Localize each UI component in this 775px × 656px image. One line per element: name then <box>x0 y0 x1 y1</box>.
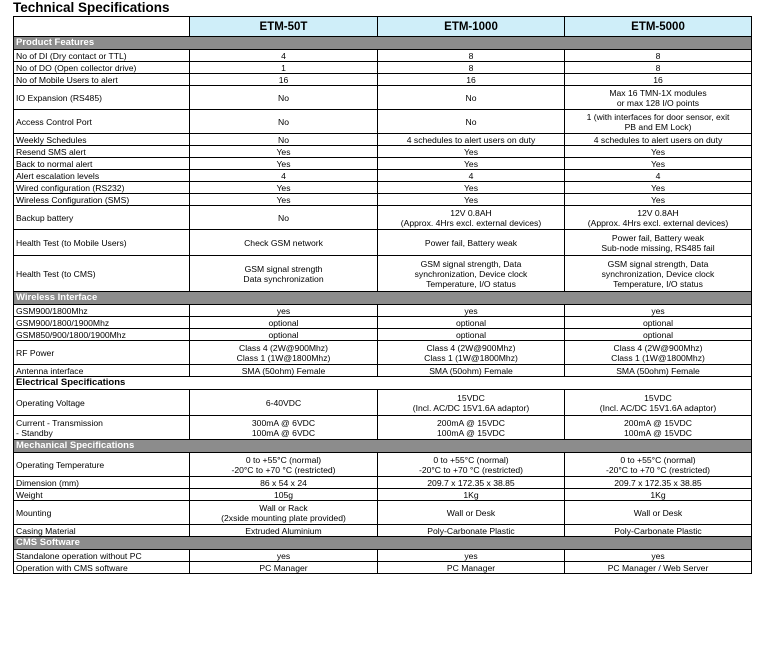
spec-value-text: Yes <box>650 158 666 169</box>
spec-value-etm-5000 <box>565 550 752 562</box>
spec-value-text: 6-40VDC <box>265 397 302 408</box>
spec-value-text: 1 <box>281 62 286 73</box>
spec-value-text: 200mA @ 15VDC 100mA @ 15VDC <box>437 417 505 438</box>
spec-value-text: Power fail, Battery weak <box>424 237 518 248</box>
spec-value-etm-50t <box>190 562 378 574</box>
spec-row <box>14 416 752 440</box>
spec-label <box>14 365 190 377</box>
spec-value-etm-5000 <box>565 416 752 440</box>
spec-label <box>14 158 190 170</box>
spec-value-text: 4 schedules to alert users on duty <box>406 134 536 145</box>
spec-value-etm-1000 <box>378 256 565 292</box>
spec-label-text: Resend SMS alert <box>16 146 86 157</box>
spec-label-text: Operating Voltage <box>16 397 85 408</box>
spec-row <box>14 341 752 365</box>
spec-value-text: 8 <box>468 62 474 73</box>
header-blank-cell <box>14 17 190 37</box>
spec-value-etm-1000 <box>378 170 565 182</box>
spec-value-text: 1 (with interfaces for door sensor, exit PB and EM Lock) <box>586 111 730 132</box>
spec-value-etm-50t <box>190 329 378 341</box>
spec-label <box>14 489 190 501</box>
spec-value-etm-50t <box>190 206 378 230</box>
spec-label-text: Standalone operation without PC <box>16 550 142 561</box>
spec-label <box>14 416 190 440</box>
spec-value-etm-1000 <box>378 62 565 74</box>
spec-value-etm-1000 <box>378 230 565 256</box>
spec-label <box>14 453 190 477</box>
spec-value-etm-5000 <box>565 74 752 86</box>
spec-row <box>14 86 752 110</box>
spec-row <box>14 134 752 146</box>
spec-value-text: Wall or Rack (2xside mounting plate provided) <box>221 502 346 523</box>
spec-value-text: yes <box>276 550 291 561</box>
spec-value-text: Class 4 (2W@900Mhz) Class 1 (1W@1800Mhz) <box>236 342 331 363</box>
spec-label <box>14 170 190 182</box>
spec-label-text: Back to normal alert <box>16 158 93 169</box>
spec-row <box>14 158 752 170</box>
spec-label <box>14 525 190 537</box>
spec-row <box>14 453 752 477</box>
spec-value-text: Power fail, Battery weak Sub-node missing, RS485 fail <box>601 232 715 253</box>
spec-value-etm-50t <box>190 501 378 525</box>
spec-value-etm-1000 <box>378 74 565 86</box>
spec-label-text: Casing Material <box>16 525 76 536</box>
spec-value-text: No <box>278 116 289 127</box>
spec-label <box>14 50 190 62</box>
spec-row <box>14 230 752 256</box>
spec-label-text: Access Control Port <box>16 116 92 127</box>
spec-value-etm-1000 <box>378 501 565 525</box>
spec-value-etm-1000 <box>378 317 565 329</box>
spec-value-etm-1000 <box>378 134 565 146</box>
spec-value-text: Poly-Carbonate Plastic <box>427 525 515 536</box>
spec-value-etm-50t <box>190 453 378 477</box>
spec-value-etm-5000 <box>565 390 752 416</box>
spec-value-text: No <box>465 92 477 103</box>
spec-row <box>14 317 752 329</box>
spec-value-etm-50t <box>190 110 378 134</box>
spec-value-etm-5000 <box>565 182 752 194</box>
spec-value-text: 8 <box>655 50 661 61</box>
spec-value-etm-5000 <box>565 86 752 110</box>
spec-value-text: 300mA @ 6VDC 100mA @ 6VDC <box>251 417 316 438</box>
spec-value-etm-5000 <box>565 134 752 146</box>
spec-value-text: Extruded Aluminium <box>245 525 322 536</box>
spec-label-text: GSM850/900/1800/1900Mhz <box>16 329 126 340</box>
spec-row <box>14 305 752 317</box>
spec-value-etm-1000 <box>378 550 565 562</box>
spec-value-text: No <box>278 212 289 223</box>
spec-label-text: RF Power <box>16 347 55 358</box>
spec-value-text: 12V 0.8AH (Approx. 4Hrs excl. external devices) <box>587 207 729 228</box>
spec-value-etm-5000 <box>565 489 752 501</box>
spec-value-etm-50t <box>190 317 378 329</box>
spec-value-etm-50t <box>190 134 378 146</box>
spec-value-etm-5000 <box>565 206 752 230</box>
spec-label <box>14 74 190 86</box>
spec-label-text: Alert escalation levels <box>16 170 100 181</box>
spec-value-etm-50t <box>190 170 378 182</box>
spec-label-text: Dimension (mm) <box>16 477 80 488</box>
spec-row <box>14 489 752 501</box>
spec-value-text: Wall or Desk <box>446 507 496 518</box>
section-title: CMS Software <box>14 537 752 550</box>
spec-value-text: Yes <box>463 194 479 205</box>
spec-value-text: Class 4 (2W@900Mhz) Class 1 (1W@1800Mhz) <box>424 342 518 363</box>
spec-value-etm-5000 <box>565 453 752 477</box>
spec-row <box>14 146 752 158</box>
spec-value-etm-5000 <box>565 256 752 292</box>
spec-value-text: optional <box>455 317 487 328</box>
spec-value-text: 4 schedules to alert users on duty <box>593 134 723 145</box>
spec-label-text: Mounting <box>16 507 52 518</box>
spec-value-etm-1000 <box>378 525 565 537</box>
spec-value-etm-5000 <box>565 501 752 525</box>
spec-value-text: GSM signal strength, Data synchronization, Device clock Temperature, I/O status <box>414 258 528 289</box>
spec-label <box>14 562 190 574</box>
spec-value-text: PC Manager <box>259 562 308 573</box>
spec-value-text: optional <box>455 329 487 340</box>
section-header-row <box>14 440 752 453</box>
spec-row <box>14 562 752 574</box>
spec-label-text: Health Test (to Mobile Users) <box>16 237 127 248</box>
spec-table <box>13 16 752 574</box>
spec-value-text: PC Manager / Web Server <box>607 562 709 573</box>
spec-value-text: 4 <box>468 170 474 181</box>
spec-value-etm-5000 <box>565 305 752 317</box>
spec-value-text: Max 16 TMN-1X modules or max 128 I/O points <box>609 87 707 108</box>
column-header-etm-5000: ETM-5000 <box>565 17 752 37</box>
section-header-row <box>14 377 752 390</box>
spec-value-etm-50t <box>190 256 378 292</box>
spec-value-text: Yes <box>276 146 291 157</box>
spec-row <box>14 390 752 416</box>
spec-value-etm-1000 <box>378 416 565 440</box>
section-title: Mechanical Specifications <box>14 440 752 453</box>
spec-value-etm-50t <box>190 489 378 501</box>
spec-value-text: 0 to +55°C (normal) -20°C to +70 °C (restricted) <box>231 454 336 475</box>
spec-row <box>14 206 752 230</box>
spec-label <box>14 305 190 317</box>
spec-value-text: PC Manager <box>446 562 496 573</box>
spec-value-etm-1000 <box>378 390 565 416</box>
spec-value-etm-1000 <box>378 562 565 574</box>
spec-value-etm-5000 <box>565 365 752 377</box>
section-title: Wireless Interface <box>14 292 752 305</box>
spec-label <box>14 86 190 110</box>
spec-value-etm-50t <box>190 477 378 489</box>
spec-label-text: Operating Temperature <box>16 459 105 470</box>
spec-value-etm-1000 <box>378 365 565 377</box>
spec-label-text: No of DO (Open collector drive) <box>16 62 137 73</box>
spec-value-etm-5000 <box>565 194 752 206</box>
spec-value-etm-1000 <box>378 158 565 170</box>
spec-value-etm-50t <box>190 230 378 256</box>
spec-value-etm-5000 <box>565 477 752 489</box>
spec-value-etm-1000 <box>378 329 565 341</box>
spec-value-etm-1000 <box>378 86 565 110</box>
spec-value-etm-50t <box>190 182 378 194</box>
spec-value-etm-1000 <box>378 341 565 365</box>
spec-value-etm-1000 <box>378 305 565 317</box>
spec-label <box>14 550 190 562</box>
spec-table-body <box>14 17 752 574</box>
spec-value-text: No <box>278 92 289 103</box>
spec-value-etm-5000 <box>565 170 752 182</box>
spec-label-text: Wireless Configuration (SMS) <box>16 194 130 205</box>
spec-label-text: No of DI (Dry contact or TTL) <box>16 50 127 61</box>
spec-value-etm-5000 <box>565 317 752 329</box>
spec-value-etm-5000 <box>565 50 752 62</box>
spec-value-text: Yes <box>650 146 666 157</box>
spec-row <box>14 194 752 206</box>
spec-value-text: 4 <box>281 50 286 61</box>
spec-value-etm-50t <box>190 158 378 170</box>
spec-value-etm-5000 <box>565 110 752 134</box>
spec-value-etm-1000 <box>378 206 565 230</box>
spec-value-text: GSM signal strength Data synchronization <box>243 263 324 284</box>
spec-value-text: Yes <box>650 182 666 193</box>
spec-value-etm-50t <box>190 305 378 317</box>
spec-label-text: Operation with CMS software <box>16 562 128 573</box>
spec-value-text: 16 <box>278 74 289 85</box>
spec-value-text: 1Kg <box>650 489 666 500</box>
spec-value-text: optional <box>642 317 674 328</box>
spec-value-etm-5000 <box>565 341 752 365</box>
spec-value-text: 16 <box>653 74 663 85</box>
spec-label <box>14 110 190 134</box>
spec-row <box>14 182 752 194</box>
spec-label-text: Weekly Schedules <box>16 134 87 145</box>
spec-value-text: Yes <box>276 182 291 193</box>
spec-value-etm-50t <box>190 62 378 74</box>
spec-value-text: 16 <box>466 74 476 85</box>
spec-value-text: Yes <box>276 194 291 205</box>
spec-row <box>14 50 752 62</box>
spec-value-text: Yes <box>463 146 479 157</box>
spec-value-etm-1000 <box>378 194 565 206</box>
spec-label-text: Backup battery <box>16 212 74 223</box>
spec-value-text: yes <box>276 305 291 316</box>
spec-label <box>14 317 190 329</box>
spec-value-etm-1000 <box>378 50 565 62</box>
spec-value-etm-50t <box>190 550 378 562</box>
section-header-row <box>14 537 752 550</box>
column-header-row <box>14 17 752 37</box>
spec-value-text: Class 4 (2W@900Mhz) Class 1 (1W@1800Mhz) <box>611 342 705 363</box>
spec-label <box>14 134 190 146</box>
spec-value-text: SMA (50ohm) Female <box>241 365 326 376</box>
spec-value-text: Wall or Desk <box>633 507 683 518</box>
spec-value-etm-50t <box>190 74 378 86</box>
spec-value-etm-50t <box>190 525 378 537</box>
spec-value-text: optional <box>642 329 674 340</box>
spec-row <box>14 62 752 74</box>
spec-value-etm-5000 <box>565 525 752 537</box>
spec-row <box>14 329 752 341</box>
spec-value-text: No <box>465 116 477 127</box>
spec-label-text: GSM900/1800Mhz <box>16 305 88 316</box>
section-title: Electrical Specifications <box>14 377 752 390</box>
spec-value-text: 0 to +55°C (normal) -20°C to +70 °C (restricted) <box>418 454 524 475</box>
spec-value-text: 105g <box>273 489 294 500</box>
spec-value-etm-50t <box>190 86 378 110</box>
spec-value-etm-50t <box>190 341 378 365</box>
spec-value-text: yes <box>651 305 665 316</box>
spec-value-text: 4 <box>281 170 286 181</box>
spec-value-etm-50t <box>190 365 378 377</box>
spec-row <box>14 550 752 562</box>
column-header-etm-1000: ETM-1000 <box>378 17 565 37</box>
spec-value-etm-1000 <box>378 477 565 489</box>
spec-value-text: 4 <box>655 170 661 181</box>
spec-value-text: yes <box>651 550 665 561</box>
spec-value-etm-5000 <box>565 230 752 256</box>
spec-value-text: 15VDC (Incl. AC/DC 15V1.6A adaptor) <box>599 392 717 413</box>
spec-value-text: 200mA @ 15VDC 100mA @ 15VDC <box>624 417 692 438</box>
spec-value-text: Yes <box>463 158 479 169</box>
spec-value-text: Yes <box>463 182 479 193</box>
spec-value-etm-5000 <box>565 329 752 341</box>
spec-value-text: 15VDC (Incl. AC/DC 15V1.6A adaptor) <box>412 392 530 413</box>
spec-label-text: Wired configuration (RS232) <box>16 182 125 193</box>
spec-label <box>14 256 190 292</box>
spec-value-etm-50t <box>190 50 378 62</box>
spec-label-text: Current - Transmission - Standby <box>16 417 103 438</box>
spec-value-text: 8 <box>468 50 474 61</box>
spec-value-text: yes <box>464 550 478 561</box>
spec-label <box>14 194 190 206</box>
spec-label <box>14 146 190 158</box>
spec-value-text: SMA (50ohm) Female <box>616 365 700 376</box>
spec-value-text: yes <box>464 305 478 316</box>
spec-value-text: Yes <box>276 158 291 169</box>
spec-value-etm-5000 <box>565 562 752 574</box>
spec-value-text: 209.7 x 172.35 x 38.85 <box>614 477 702 488</box>
spec-label <box>14 390 190 416</box>
section-title: Product Features <box>14 37 752 50</box>
spec-value-text: optional <box>268 329 299 340</box>
spec-value-text: Yes <box>650 194 666 205</box>
spec-value-etm-1000 <box>378 489 565 501</box>
section-header-row <box>14 292 752 305</box>
spec-label <box>14 477 190 489</box>
spec-value-etm-1000 <box>378 110 565 134</box>
spec-value-text: 86 x 54 x 24 <box>260 477 307 488</box>
spec-label <box>14 62 190 74</box>
spec-row <box>14 525 752 537</box>
spec-row <box>14 365 752 377</box>
spec-value-etm-5000 <box>565 62 752 74</box>
spec-value-text: GSM signal strength, Data synchronization, Device clock Temperature, I/O status <box>601 258 715 289</box>
spec-value-text: optional <box>268 317 299 328</box>
section-header-row <box>14 37 752 50</box>
spec-label <box>14 341 190 365</box>
spec-value-etm-50t <box>190 390 378 416</box>
spec-value-text: No <box>278 134 289 145</box>
spec-value-text: Check GSM network <box>244 237 323 248</box>
spec-value-etm-1000 <box>378 453 565 477</box>
spec-row <box>14 477 752 489</box>
spec-value-etm-5000 <box>565 146 752 158</box>
spec-value-text: 0 to +55°C (normal) -20°C to +70 °C (restricted) <box>605 454 711 475</box>
spec-value-etm-50t <box>190 416 378 440</box>
spec-row <box>14 501 752 525</box>
spec-value-etm-1000 <box>378 146 565 158</box>
spec-label <box>14 206 190 230</box>
spec-label-text: Antenna interface <box>16 365 84 376</box>
spec-row <box>14 170 752 182</box>
spec-value-etm-50t <box>190 194 378 206</box>
spec-label <box>14 182 190 194</box>
spec-row <box>14 74 752 86</box>
page-title: Technical Specifications <box>13 0 170 15</box>
spec-value-text: 1Kg <box>463 489 479 500</box>
spec-value-etm-50t <box>190 146 378 158</box>
spec-label-text: Health Test (to CMS) <box>16 268 96 279</box>
spec-value-etm-1000 <box>378 182 565 194</box>
spec-label <box>14 230 190 256</box>
spec-label-text: Weight <box>16 489 43 500</box>
spec-value-text: Poly-Carbonate Plastic <box>614 525 702 536</box>
spec-row <box>14 110 752 134</box>
spec-label <box>14 501 190 525</box>
spec-label-text: GSM900/1800/1900Mhz <box>16 317 110 328</box>
spec-row <box>14 256 752 292</box>
spec-value-text: 12V 0.8AH (Approx. 4Hrs excl. external devices) <box>400 207 542 228</box>
spec-label-text: IO Expansion (RS485) <box>16 92 102 103</box>
column-header-etm-50t: ETM-50T <box>190 17 378 37</box>
spec-label-text: No of Mobile Users to alert <box>16 74 118 85</box>
spec-value-text: SMA (50ohm) Female <box>429 365 513 376</box>
spec-value-text: 209.7 x 172.35 x 38.85 <box>427 477 515 488</box>
spec-value-text: 8 <box>655 62 661 73</box>
spec-label <box>14 329 190 341</box>
spec-value-etm-5000 <box>565 158 752 170</box>
